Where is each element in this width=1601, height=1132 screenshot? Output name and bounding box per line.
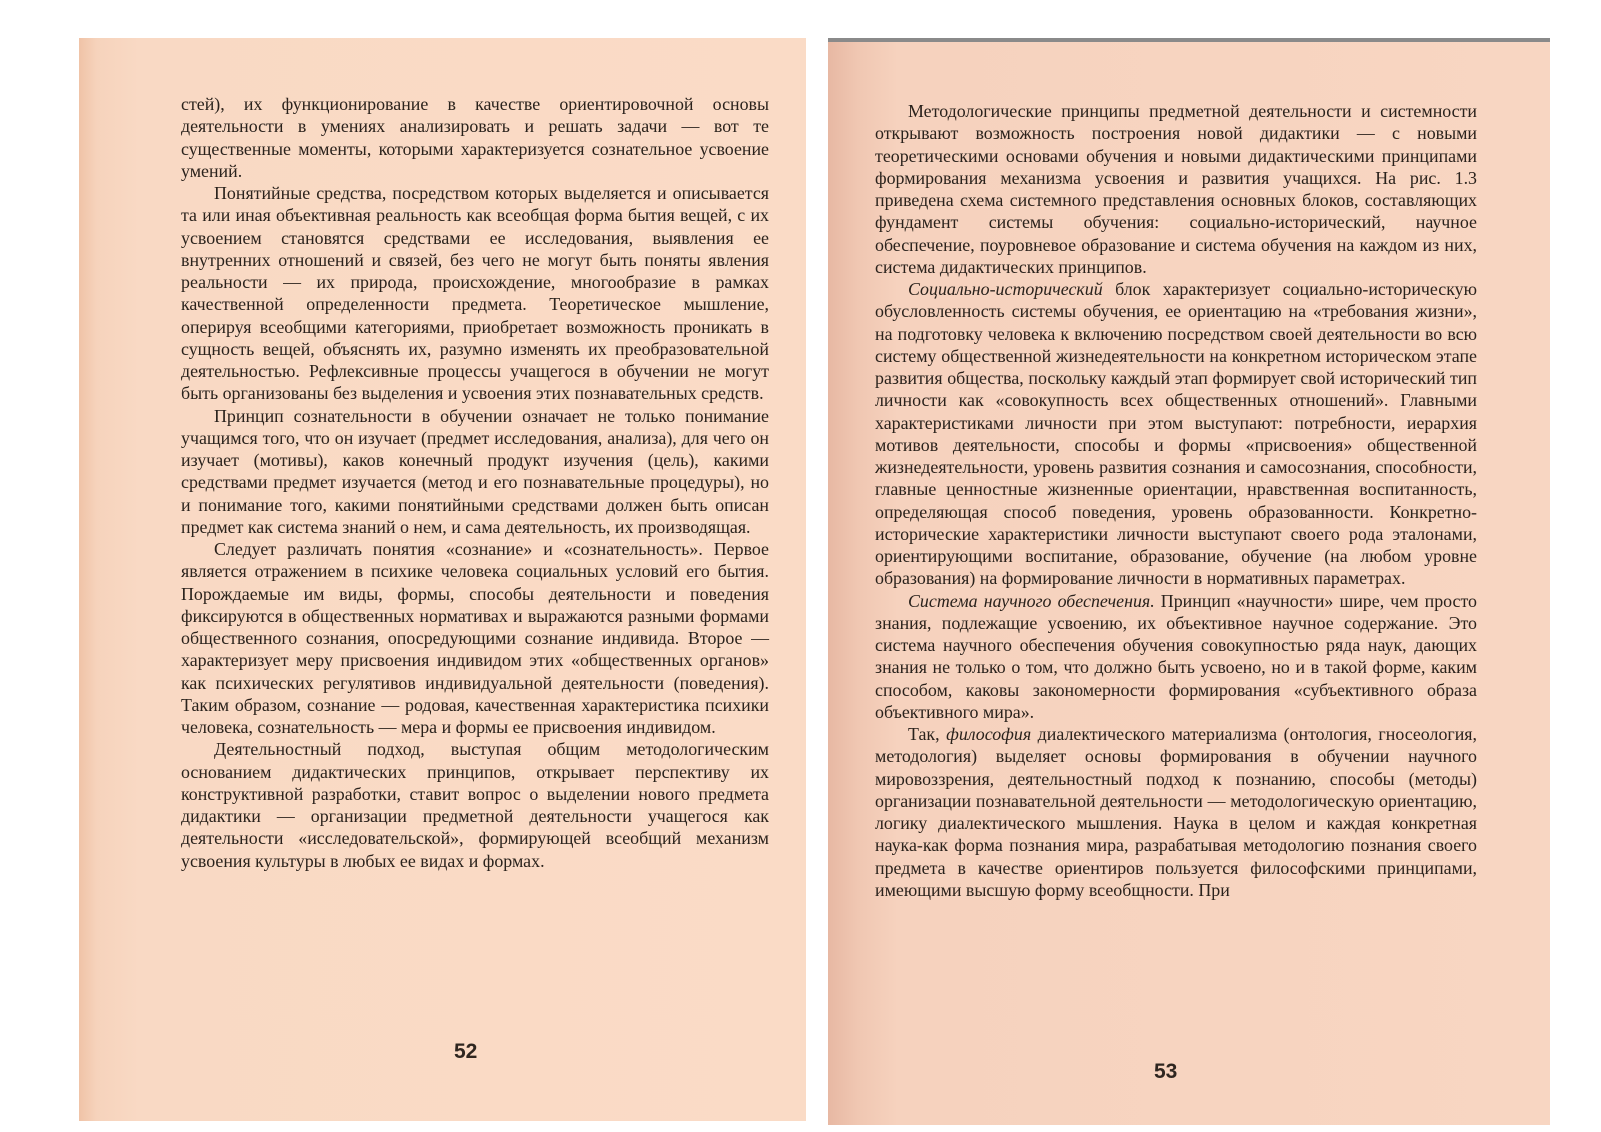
paragraph-text: Принцип «научности» шире, чем просто знания, подлежащие усвоению, их объективное научное содержание. Это система научного обеспечения обучения совокупностью ряда наук, дающих знания не только о том, что должно быть усвоено, но и в такой форме, каким способом, каковы закономерности формирования «субъективного образа объективного мира». <box>875 590 1477 722</box>
paragraph: Следует различать понятия «сознание» и «сознательность». Первое является отражением в психике человека социальных условий его бытия. Порождаемые им виды, формы, способы деятельности и поведения фиксируются в общественных нормативах и выражаются разными формами общественного сознания, опосредующими сознание индивида. Второе — характеризует меру присвоения индивидом этих «общественных органов» как психических регулятивов индивидуальной деятельности (поведения). Таким образом, сознание — родовая, качественная характеристика психики человека, сознательность — мера и формы ее присвоения индивидом. <box>181 539 769 737</box>
right-page-text <box>875 100 1477 901</box>
paragraph: Понятийные средства, посредством которых выделяется и описывается та или иная объективная реальность как всеобщая форма бытия вещей, с их усвоением становятся средствами ее исследования, выявления ее внутренних отношений и связей, без чего не могут быть поняты явления реальности — их природа, происхождение, многообразие в рамках качественной определенности предмета. Теоретическое мышление, оперируя всеобщими категориями, приобретает возможность проникать в сущность вещей, объяснять их, разумно изменять их преобразовательной деятельностью. Рефлексивные процессы учащегося в обучении не могут быть организованы без выделения и усвоения этих познавательных средств. <box>181 183 769 404</box>
paragraph-text: Так, <box>908 724 947 744</box>
paragraph <box>875 278 1477 590</box>
paragraph: Методологические принципы предметной деятельности и системности открывают возможность построения новой дидактики — с новыми теоретическими основами обучения и новыми дидактическими принципами формирования механизма усвоения и развития учащихся. На рис. 1.3 приведена схема системного представления основных блоков, составляющих фундамент системы обучения: социально-исторический, научное обеспечение, поуровневое образование и система обучения на каждом из них, система дидактических принципов. <box>875 101 1477 277</box>
left-page-text <box>181 93 769 872</box>
paragraph <box>875 723 1477 901</box>
paragraph-text: диалектического материализма (онтология, гносеология, методология) выделяет основы формирования в обучении научного мировоззрения, деятельностный подход к познанию, способы (методы) организации познавательной деятельности — методологическую ориентацию, логику диалектического мышления. Наука в целом и каждая конкретная наука-как форма познания мира, разрабатывая методологию познания своего предмета в качестве ориентиров пользуется философскими принципами, имеющими высшую форму всеобщности. При <box>875 724 1478 900</box>
paragraph: стей), их функционирование в качестве ориентировочной основы деятельности в умениях анализировать и решать задачи — вот те существенные моменты, которыми характеризуется сознательное усвоение умений. <box>181 94 769 181</box>
left-page <box>79 38 806 1121</box>
page-number-right: 53 <box>1154 1060 1178 1083</box>
italic-term: Система научного обеспечения. <box>908 590 1155 611</box>
paragraph: Деятельностный подход, выступая общим методологическим основанием дидактических принципов, открывает перспективу их конструктивной разработки, ставит вопрос о выделении нового предмета дидактики — организации предметной деятельности учащегося как деятельности «исследовательской», формирующей всеобщий механизм усвоения культуры в любых ее видах и формах. <box>181 739 769 871</box>
right-page <box>828 38 1550 1125</box>
page-number-left: 52 <box>454 1040 478 1063</box>
paragraph: Принцип сознательности в обучении означает не только понимание учащимся того, что он изучает (предмет исследования, анализа), для чего он изучает (мотивы), каков конечный продукт изучения (цель), какими средствами предмет изучается (метод и его познавательные процедуры), но и понимание того, какими понятийными средствами должен быть описан предмет как система знаний о нем, и сама деятельность, их производящая. <box>181 405 769 537</box>
italic-term: философия <box>946 724 1032 744</box>
paragraph-text: блок характеризует социально-историческую обусловленность системы обучения, ее ориентацию на «требования жизни», на подготовку человека к включению посредством своей деятельности во всю систему общественной жизнедеятельности на конкретном историческом этапе развития общества, поскольку каждый этап формирует свой исторический тип личности как «совокупность всех общественных отношений». Главными характеристиками личности при этом выступают: потребности, иерархия мотивов деятельности, способы и формы «присвоения» общественной жизнедеятельности, уровень развития сознания и самосознания, способности, главные ценностные жизненные ориентации, нравственная воспитанность, определяющая способ поведения, уровень образованности. Конкретно-исторические характеристики личности выступают своего рода эталонами, ориентирующими воспитание, образование, обучение (на любом уровне образования) на формирование личности в нормативных параметрах. <box>875 279 1477 589</box>
paragraph <box>875 590 1477 724</box>
italic-term: Социально-исторический <box>908 279 1103 299</box>
